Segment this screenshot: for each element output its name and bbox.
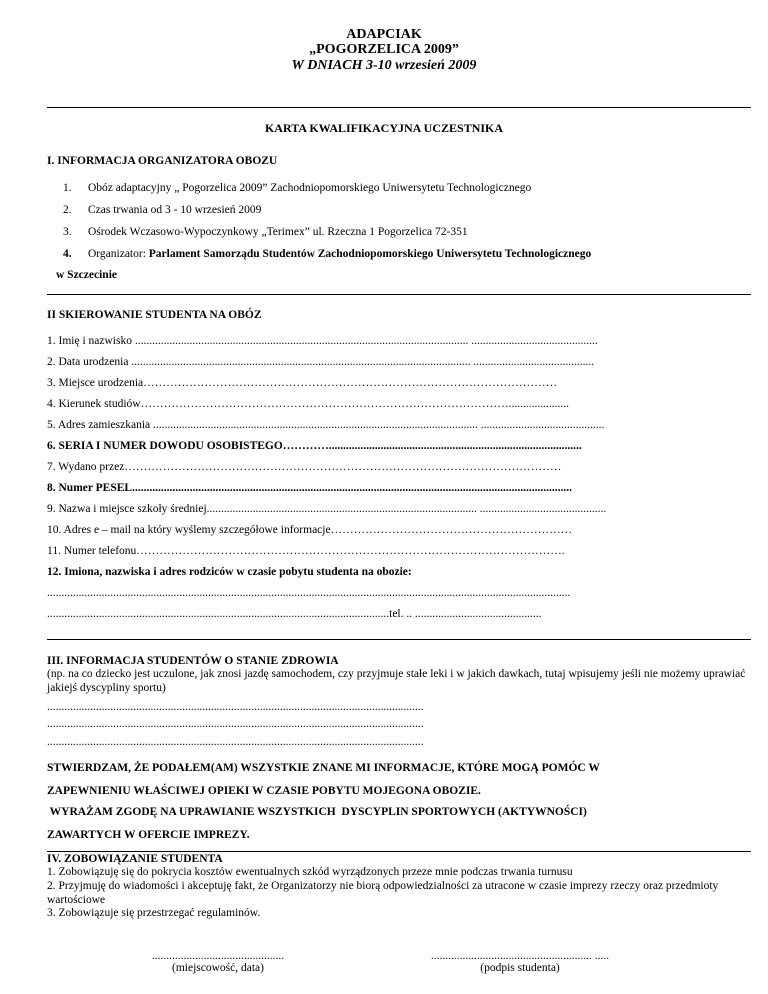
health-line[interactable]: ................................................................................................................................... [47, 736, 424, 748]
commitment-item: 3. Zobowiązuje się przestrzegać regulaminów. [47, 907, 261, 919]
place-date-line[interactable]: .............................................. [151, 950, 285, 962]
organizer-info-item: Ośrodek Wczasowo-Wypoczynkowy „Terimex” ul. Rzeczna 1 Pogorzelica 72-351 [88, 226, 468, 238]
section-4-title: IV. ZOBOWIĄZANIE STUDENTA [47, 853, 223, 865]
signature-line[interactable]: ........................................................ ..... [430, 950, 610, 962]
organizer-info-item: Obóz adaptacyjny „ Pogorzelica 2009” Zachodniopomorskiego Uniwersytetu Technologicznego [88, 182, 532, 194]
organizer-info-item: Czas trwania od 3 - 10 wrzesień 2009 [88, 204, 262, 216]
consent-line: ZAWARTYCH W OFERCIE IMPREZY. [47, 829, 250, 841]
camp-edition: „POGORZELICA 2009” [309, 42, 459, 57]
signature-label: (podpis studenta) [480, 962, 560, 974]
field-pesel[interactable]: 8. Numer PESEL......................................................................................................................................................... [47, 482, 572, 494]
list-number: 2. [63, 204, 72, 216]
divider [47, 851, 751, 852]
field-email[interactable]: 10. Adres e – mail na który wyślemy szczegółowe informacje……………………………………………………… [47, 524, 573, 536]
field-phone[interactable]: 11. Numer telefonu…………………………………………………………………………………………………. [47, 545, 565, 557]
field-issued-by[interactable]: 7. Wydano przez…………………………………………………………………………………………………… [47, 461, 562, 473]
health-line[interactable]: ................................................................................................................................... [47, 701, 424, 713]
field-parents-line[interactable]: ...................................................................................................................................................................................... [47, 587, 571, 599]
field-address[interactable]: 5. Adres zamieszkania ................................................................................................................. ........................................... [47, 419, 605, 431]
organizer-city: w Szczecinie [56, 269, 117, 281]
organizer-name: Parlament Samorządu Studentów Zachodniopomorskiego Uniwersytetu Technologicznego [148, 248, 592, 260]
place-date-label: (miejscowość, data) [172, 962, 264, 974]
organizer-label: Organizator: [88, 248, 149, 260]
divider [47, 107, 751, 108]
divider [47, 639, 751, 640]
commitment-item: 1. Zobowiązuję się do pokrycia kosztów ewentualnych szkód wyrządzonych przeze mnie podczas trwania turnusu [47, 866, 573, 878]
section-1-title: I. INFORMACJA ORGANIZATORA OBOZU [47, 155, 278, 167]
health-note: (np. na co dziecko jest uczulone, jak znosi jazdę samochodem, czy przyjmuje stałe leki i w jakich dawkach, tutaj wpisujemy jeśli nie możemy uprawiać jakiejś dyscypliny sportu) [47, 668, 746, 694]
camp-dates: W DNIACH 3-10 wrzesień 2009 [291, 58, 477, 73]
consent-line: WYRAŻAM ZGODĘ NA UPRAWIANIE WSZYSTKICH DYSCYPLIN SPORTOWYCH (AKTYWNOŚCI) [47, 806, 587, 818]
camp-name: ADAPCIAK [346, 27, 422, 42]
list-number: 3. [63, 226, 72, 238]
field-high-school[interactable]: 9. Nazwa i miejsce szkoły średniej.............................................................................................. ............................................ [47, 503, 607, 515]
list-number: 4. [63, 248, 72, 260]
commitment-item: 2. Przyjmuję do wiadomości i akceptuję fakt, że Organizatorzy nie biorą odpowiedzialności za utracone w czasie imprezy rzeczy oraz przedmioty wartościowe [47, 880, 719, 906]
list-number: 1. [63, 182, 72, 194]
field-parents-phone-line[interactable]: .......................................................................................................................tel. .. ............................................ [47, 608, 542, 620]
field-name[interactable]: 1. Imię i nazwisko .................................................................................................................... ............................................ [47, 335, 598, 347]
statement-line: STWIERDZAM, ŻE PODAŁEM(AM) WSZYSTKIE ZNANE MI INFORMACJE, KTÓRE MOGĄ POMÓC W [47, 762, 600, 774]
organizer-info-item [88, 248, 591, 260]
field-parents-label: 12. Imiona, nazwiska i adres rodziców w czasie pobytu studenta na obozie: [47, 566, 412, 578]
field-id-number[interactable]: 6. SERIA I NUMER DOWODU OSOBISTEGO…………........................................................................................ [47, 440, 582, 452]
field-study-program[interactable]: 4. Kierunek studiów……………………………………………………………………………………..................... [47, 398, 569, 410]
card-title: KARTA KWALIFIKACYJNA UCZESTNIKA [264, 121, 504, 135]
section-3-title: III. INFORMACJA STUDENTÓW O STANIE ZDROWIA [47, 655, 339, 667]
statement-line: ZAPEWNIENIU WŁAŚCIWEJ OPIEKI W CZASIE POBYTU MOJEGONA OBOZIE. [47, 785, 481, 797]
field-birth-place[interactable]: 3. Miejsce urodzenia……………………………………………………………………………………………… [47, 377, 558, 389]
section-2-title: II SKIEROWANIE STUDENTA NA OBÓZ [47, 309, 262, 321]
health-line[interactable]: ................................................................................................................................... [47, 718, 424, 730]
divider [47, 294, 751, 295]
field-birth-date[interactable]: 2. Data urodzenia ...................................................................................................................... .......................................... [47, 356, 595, 368]
